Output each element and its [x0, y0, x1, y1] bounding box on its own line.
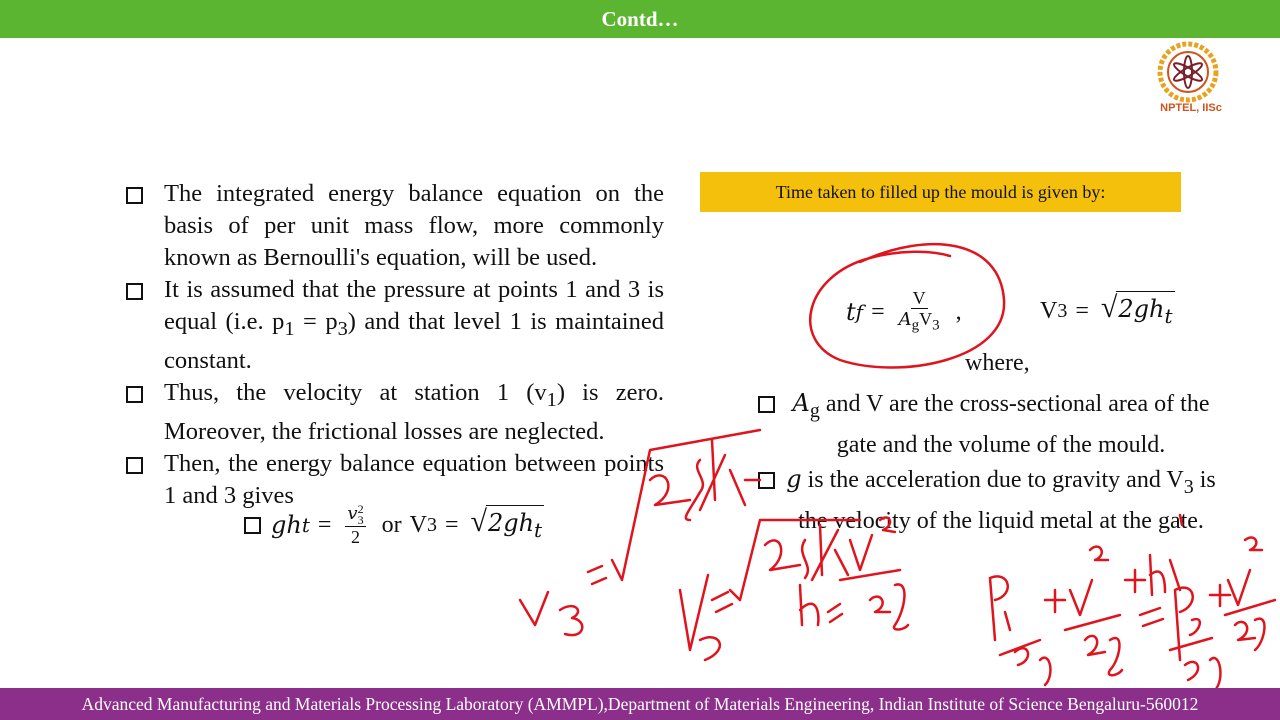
eq-numerator: V — [912, 288, 926, 309]
checkbox-bullet-icon — [126, 386, 143, 403]
eq-symbol: gh — [271, 511, 302, 539]
eq-subscript: t — [534, 517, 543, 542]
eq-subscript: 3 — [426, 513, 437, 536]
checkbox-bullet-icon — [126, 187, 143, 204]
bullet-text: = p — [294, 308, 338, 335]
bullet-text: Thus, the velocity at station 1 (v — [164, 378, 547, 406]
list-item — [756, 386, 1216, 462]
eq-subscript: t — [301, 513, 310, 537]
ink-h-eq — [800, 585, 842, 625]
checkbox-bullet-icon — [244, 517, 261, 534]
bullet-text: The integrated energy balance equation on the basis of per unit mass flow, more commonly known as Bernoulli's equation, will be used. — [164, 180, 664, 271]
eq-sign: = — [1075, 297, 1089, 324]
eq-subscript: 3 — [932, 317, 940, 334]
ink-2g-2 — [1235, 619, 1264, 650]
bernoulli-equation — [244, 500, 544, 550]
slide-title: Contd… — [601, 6, 679, 31]
ink-v3sq — [1225, 537, 1275, 615]
eq-subscript: f — [855, 300, 864, 324]
eq-subscript: g — [809, 399, 820, 422]
ink-plus-2 — [1210, 585, 1230, 606]
ink-equals — [588, 566, 606, 584]
banner-text: Time taken to filled up the mould is given by: — [775, 181, 1106, 202]
bullet-text: and V are the cross-sectional area of the gate and the volume of the mould. — [819, 391, 1210, 458]
ink-2ght — [650, 440, 760, 520]
ink-v1sq — [1065, 547, 1120, 630]
eq-subscript: 3 — [357, 512, 364, 527]
square-root: √ $2gh_t$ — [1101, 291, 1175, 331]
ink-frac-p3 — [1170, 638, 1220, 690]
bullet-text: is the velocity of the liquid metal at the gate. — [798, 466, 1216, 534]
ink-plus-1 — [1045, 590, 1065, 612]
checkbox-bullet-icon — [126, 283, 143, 300]
eq-radicand: 2gh — [1118, 295, 1165, 324]
fill-time-equation — [846, 282, 962, 342]
eq-symbol: v — [347, 503, 358, 525]
eq-sign: = — [871, 298, 885, 325]
eq-denominator: 2 — [351, 526, 360, 547]
footer-text: Advanced Manufacturing and Materials Processing Laboratory (AMMPL),Department of Materials Engineering, Indian Institute of Science Bengaluru-560012 — [81, 693, 1199, 714]
left-bullet-list — [124, 178, 664, 512]
eq-symbol: V — [1166, 466, 1184, 493]
eq-sign: = — [317, 511, 332, 538]
eq-radicand: 2gh — [487, 509, 535, 538]
fraction — [345, 503, 365, 547]
eq-subscript: 3 — [1183, 475, 1194, 498]
eq-symbol: V — [1040, 297, 1058, 324]
ink-equals-3 — [1140, 608, 1163, 626]
bullet-text: is the acceleration due to gravity and — [801, 466, 1167, 493]
eq-symbol: t — [846, 298, 856, 326]
list-item — [756, 462, 1216, 538]
list-item — [124, 377, 664, 448]
eq-sign: = — [444, 511, 459, 538]
bullet-text: ) is zero. Moreover, the frictional losses are neglected. — [164, 378, 664, 445]
checkbox-bullet-icon — [758, 396, 775, 413]
ink-v3 — [520, 592, 582, 635]
ink-2g-1 — [1085, 636, 1122, 675]
eq-symbol: A — [898, 309, 912, 331]
eq-or: or — [381, 511, 402, 538]
ink-equals-2 — [712, 592, 732, 612]
fraction — [899, 288, 940, 336]
ink-bernoulli-p1 — [990, 576, 1010, 640]
list-item — [124, 178, 664, 274]
checkbox-bullet-icon — [126, 457, 143, 474]
footer-bar — [0, 688, 1280, 720]
right-bullet-list — [756, 386, 1216, 538]
logo-label: NPTEL, IISc — [1160, 102, 1222, 114]
checkbox-bullet-icon — [758, 472, 775, 489]
eq-symbol: V — [919, 309, 933, 330]
subscript: 3 — [337, 317, 348, 340]
where-label: where, — [965, 350, 1030, 376]
bullet-text: ) and that level 1 is maintained constant. — [164, 308, 664, 374]
header-bar — [0, 0, 1280, 38]
ink-bernoulli-frac1 — [1000, 640, 1050, 685]
banner — [700, 172, 1181, 212]
eq-symbol: V — [409, 511, 427, 538]
ink-p3 — [1175, 588, 1200, 660]
subscript: 1 — [284, 317, 295, 340]
subscript: 1 — [546, 388, 557, 411]
eq-symbol: g — [786, 464, 802, 493]
ink-plus-ht — [1125, 555, 1180, 595]
eq-comma: , — [955, 298, 962, 325]
eq-superscript: 2 — [357, 501, 364, 516]
velocity-equation — [1040, 286, 1175, 336]
eq-subscript: g — [911, 317, 920, 334]
bullet-text: Then, the energy balance equation between points 1 and 3 gives — [164, 449, 664, 509]
square-root: √ $2gh_t$ — [470, 505, 544, 545]
bullet-text: It is assumed that the pressure at points 1 and 3 is equal (i.e. p — [164, 276, 664, 335]
ink-v3-line2 — [680, 575, 720, 660]
eq-subscript: 3 — [1057, 299, 1068, 322]
eq-subscript: t — [1164, 303, 1173, 328]
list-item — [124, 274, 664, 377]
eq-symbol: A — [792, 389, 810, 417]
